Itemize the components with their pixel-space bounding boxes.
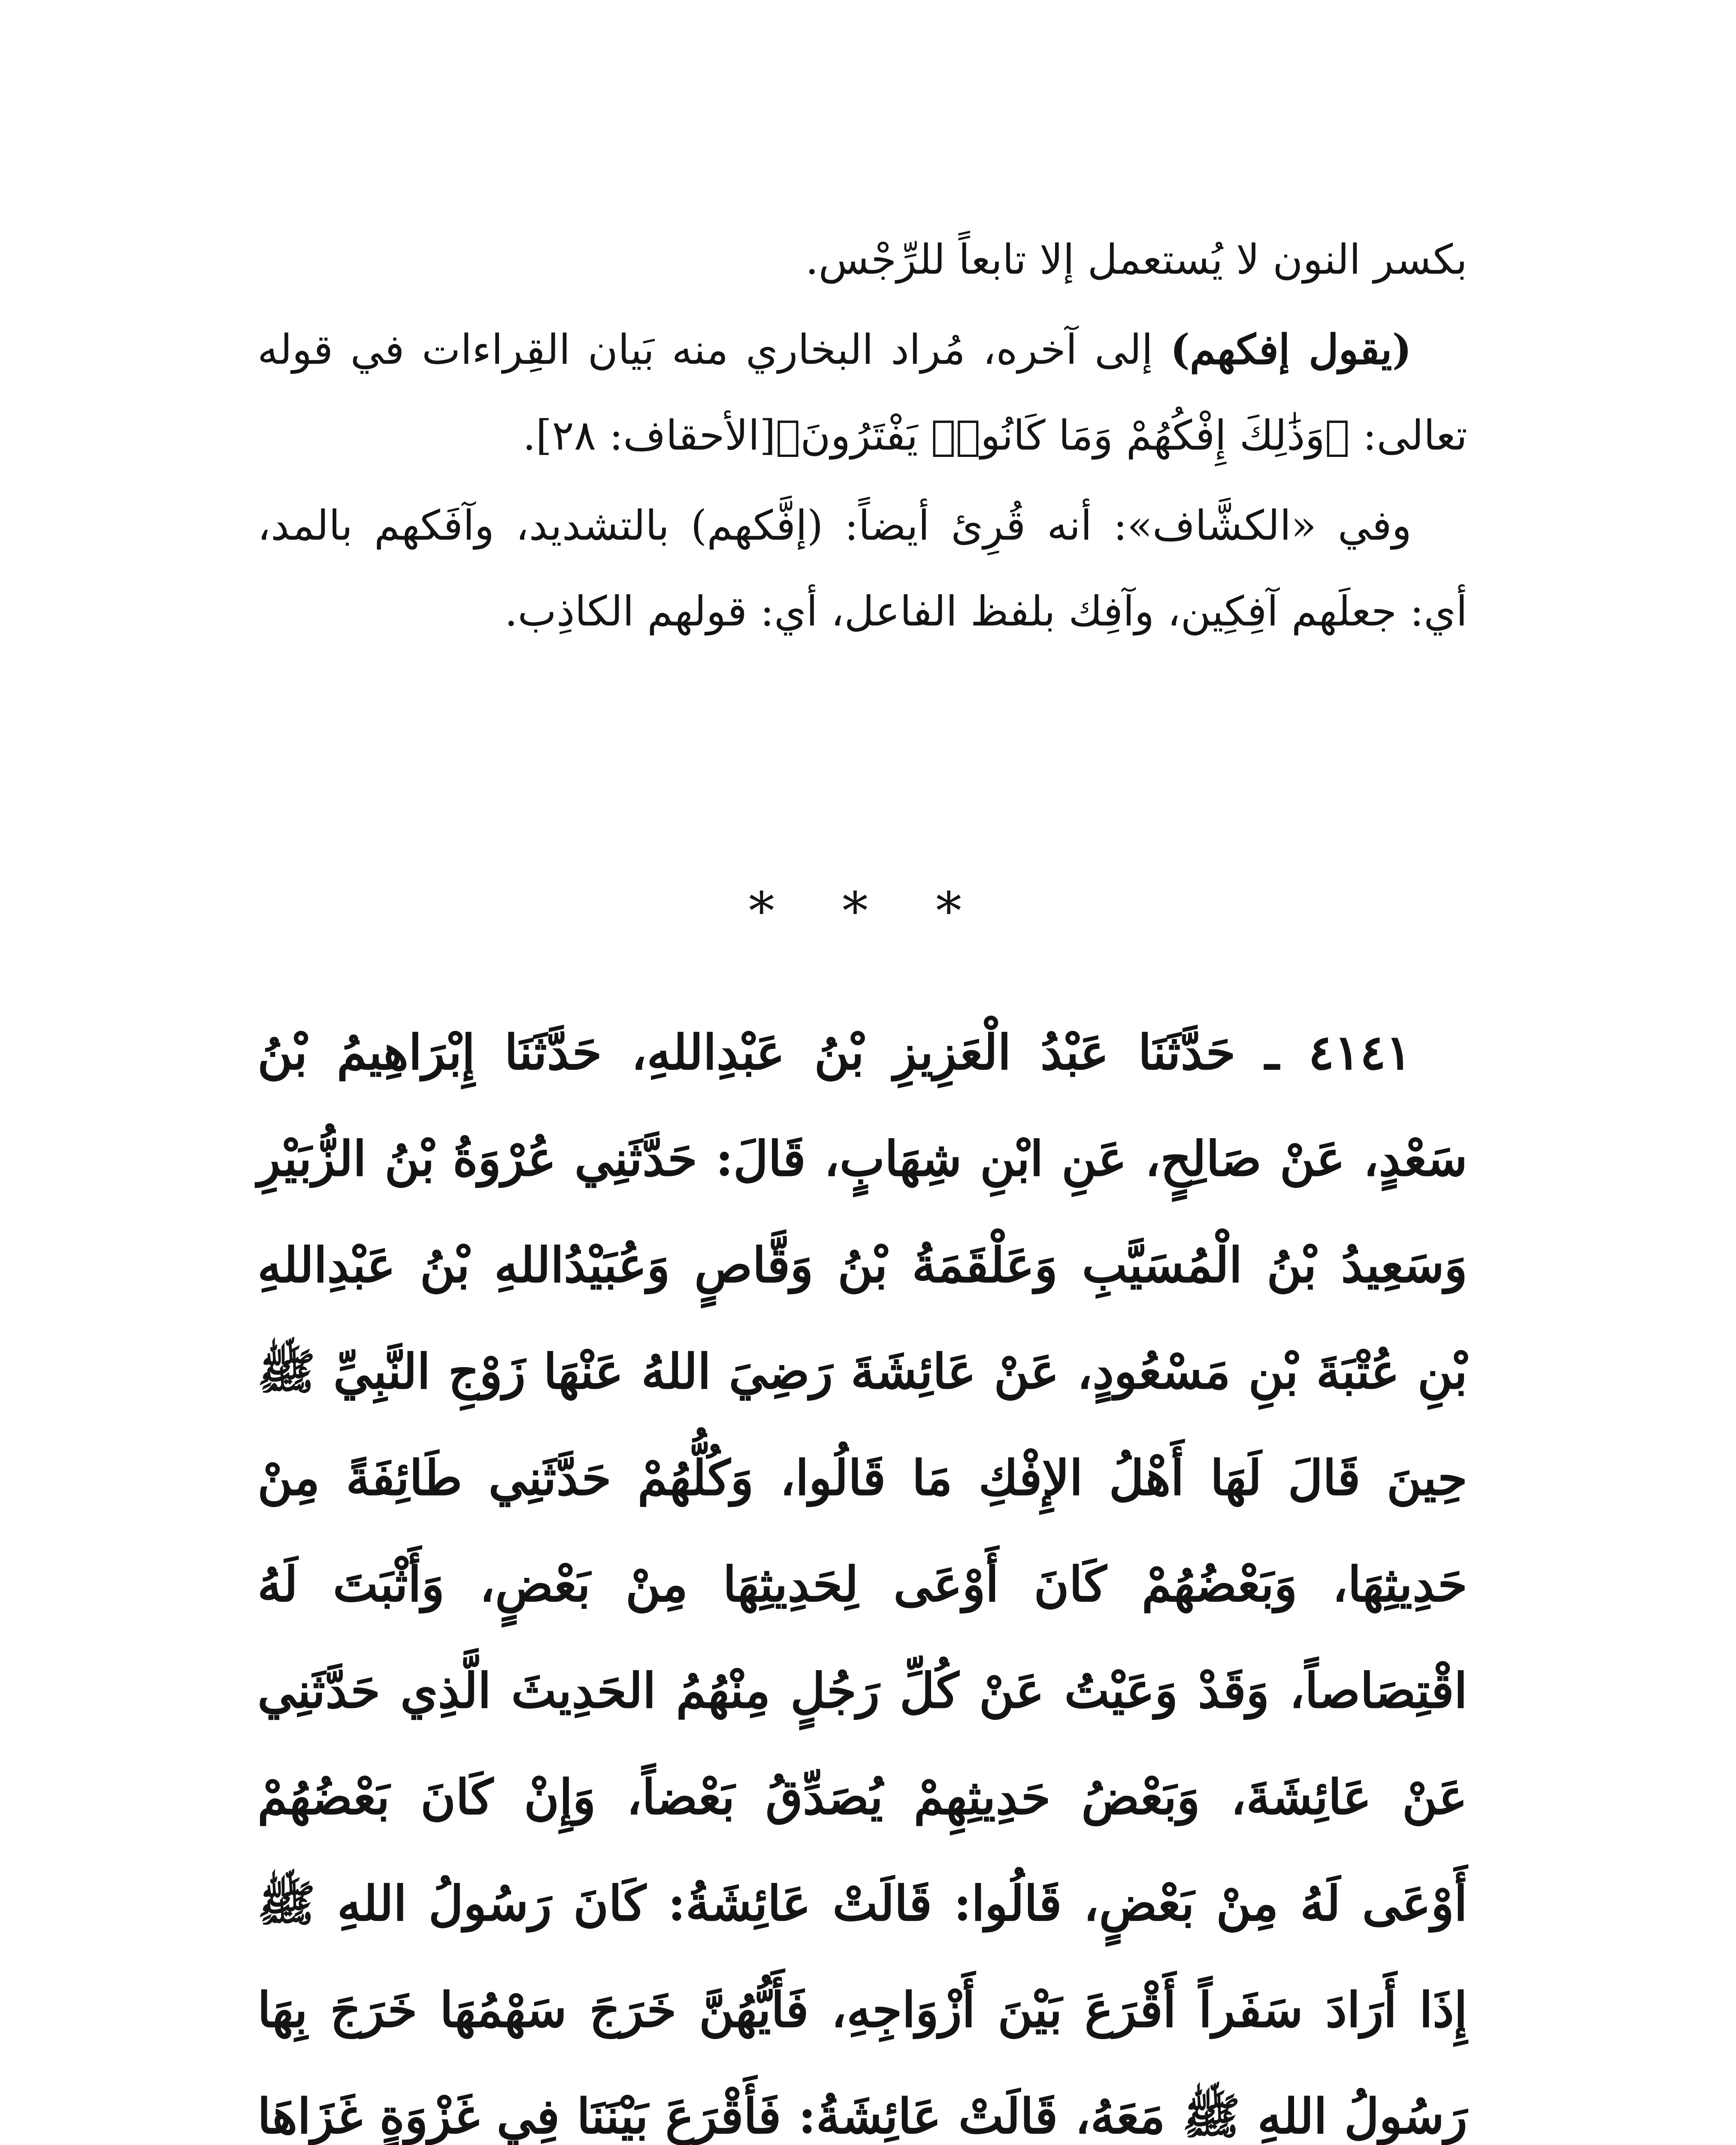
commentary-block — [257, 217, 1467, 654]
commentary-label: (يقول إفكهم) — [1170, 325, 1412, 374]
hadith-text — [257, 1000, 1467, 2145]
quran-verse: ﴿وَذَٰلِكَ إِفْكُهُمْ وَمَا كَانُوا۟ يَفْتَرُونَ﴾ — [775, 411, 1350, 459]
commentary-paragraph-2 — [257, 307, 1467, 478]
hadith-number: ٤١٤١ — [1308, 1024, 1412, 1081]
commentary-text: إلى آخره، مُراد البخاري منه بَيان القِراءات في قوله تعالى: — [257, 326, 1467, 459]
hadith-body: ـ حَدَّثَنَا عَبْدُ الْعَزِيزِ بْنُ عَبْدِاللهِ، حَدَّثَنَا إِبْرَاهِيمُ بْنُ سَعْدٍ، عَنْ صَالِحٍ، عَنِ ابْنِ شِهَابٍ، قَالَ: حَدَّثَنِي عُرْوَةُ بْنُ الزُّبَيْرِ وَسَعِيدُ بْنُ الْمُسَيَّبِ وَعَلْقَمَةُ بْنُ وَقَّاصٍ وَعُبَيْدُاللهِ بْنُ عَبْدِاللهِ بْنِ عُتْبَةَ بْنِ مَسْعُودٍ، عَنْ عَائِشَةَ رَضِيَ اللهُ عَنْهَا زَوْجِ النَّبِيِّ ﷺ حِينَ قَالَ لَهَا أَهْلُ الإِفْكِ مَا قَالُوا، وَكُلُّهُمْ حَدَّثَنِي طَائِفَةً مِنْ حَدِيثِهَا، وَبَعْضُهُمْ كَانَ أَوْعَى لِحَدِيثِهَا مِنْ بَعْضٍ، وَأَثْبَتَ لَهُ اقْتِصَاصاً، وَقَدْ وَعَيْتُ عَنْ كُلِّ رَجُلٍ مِنْهُمُ الحَدِيثَ الَّذِي حَدَّثَنِي عَنْ عَائِشَةَ، وَبَعْضُ حَدِيثِهِمْ يُصَدِّقُ بَعْضاً، وَإِنْ كَانَ بَعْضُهُمْ أَوْعَى لَهُ مِنْ بَعْضٍ، قَالُوا: قَالَتْ عَائِشَةُ: كَانَ رَسُولُ اللهِ ﷺ إِذَا أَرَادَ سَفَراً أَقْرَعَ بَيْنَ أَزْوَاجِهِ، فَأَيُّهُنَّ خَرَجَ سَهْمُهَا خَرَجَ بِهَا رَسُولُ اللهِ ﷺ مَعَهُ، قَالَتْ عَائِشَةُ: فَأَقْرَعَ بَيْنَنَا فِي غَزْوَةٍ غَزَاهَا — [257, 1024, 1468, 2145]
commentary-line-1: بكسر النون لا يُستعمل إلا تابعاً للرِّجْس. — [805, 236, 1467, 284]
verse-reference: [الأحقاف: ٢٨]. — [523, 411, 776, 459]
section-divider: * * * — [748, 882, 988, 941]
commentary-paragraph-3: وفي «الكشَّاف»: أنه قُرِئ أيضاً: (إفَّكهم) بالتشديد، وآفَكهم بالمد، أي: جعلَهم آفِكِين، وآفِك بلفظ الفاعل، أي: قولهم الكاذِب. — [257, 502, 1467, 635]
